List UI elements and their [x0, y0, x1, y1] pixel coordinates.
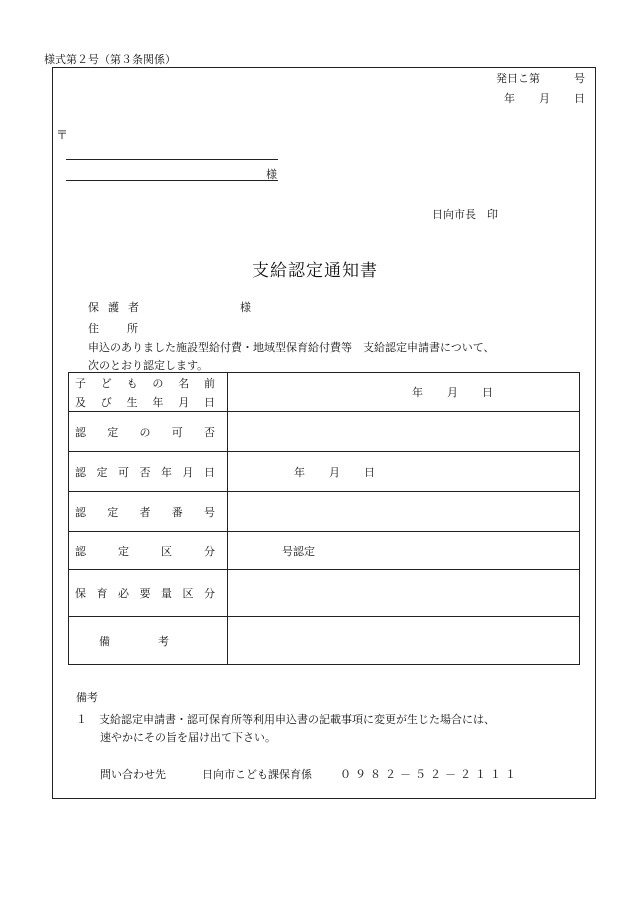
intro-line-2: 次のとおり認定します。 [88, 359, 209, 372]
note-1-number: １ [76, 713, 87, 726]
approval-month: 月 [329, 465, 340, 479]
table-row [69, 617, 580, 665]
address-label [88, 320, 166, 336]
value-remarks [228, 617, 580, 665]
form-label: 様式第２号（第３条関係） [44, 53, 176, 66]
label-category-text: 認 定 区 分 [75, 544, 215, 558]
recipient-address-line [66, 159, 278, 160]
contact-phone: ０９８２－５２－２１１１ [340, 768, 520, 781]
birth-day: 日 [482, 386, 493, 399]
contact-office: 日向市こども課保育係 [202, 768, 312, 781]
mayor-seal-line: 日向市長 印 [432, 208, 498, 221]
label-remarks-text: 備 考 [99, 634, 169, 648]
contact-label: 問い合わせ先 [100, 768, 166, 781]
label-category [69, 532, 228, 570]
note-1-line-2: 速やかにその旨を届け出て下さい。 [100, 731, 276, 744]
issue-date-line [504, 90, 585, 106]
issue-day: 日 [574, 92, 585, 105]
birthdate-ymd [228, 384, 579, 400]
note-1-line-1 [76, 711, 495, 727]
value-category [228, 532, 580, 570]
certification-table [68, 372, 580, 665]
address-label-text: 住所 [88, 322, 166, 335]
label-care-amount [69, 570, 228, 617]
category-value-text: 号認定 [282, 544, 315, 558]
value-recipient-number [228, 492, 580, 532]
table-row [69, 452, 580, 492]
notes-title: 備考 [76, 691, 98, 704]
table-row [69, 570, 580, 617]
contact-line [100, 766, 520, 782]
value-child-birthdate [228, 373, 580, 412]
value-approval-date [228, 452, 580, 492]
label-remarks [69, 617, 228, 665]
issue-month: 月 [539, 92, 550, 105]
label-approval-text: 認 定 の 可 否 [75, 425, 215, 439]
label-approval-date [69, 452, 228, 492]
table-row [69, 412, 580, 452]
label-care-amount-text: 保 育 必 要 量 区 分 [75, 587, 215, 600]
issue-year: 年 [504, 92, 515, 105]
table-row [69, 492, 580, 532]
approval-day: 日 [364, 465, 375, 479]
birth-year: 年 [412, 386, 423, 399]
value-approval [228, 412, 580, 452]
label-approval [69, 412, 228, 452]
label-recipient-number [69, 492, 228, 532]
value-care-amount [228, 570, 580, 617]
recipient-name-line [66, 180, 278, 181]
approval-year: 年 [294, 465, 305, 479]
label-child-name-line-2: 及 び 生 年 月 日 [75, 395, 215, 409]
table-row [69, 532, 580, 570]
table-row [69, 373, 580, 412]
label-child-name [69, 373, 228, 412]
label-approval-date-text: 認 定 可 否 年 月 日 [75, 465, 215, 479]
intro-line-1: 申込のありました施設型給付費・地域型保育給付費等 支給認定申請書について、 [88, 341, 495, 354]
label-child-name-line-1: 子 ど も の 名 前 [75, 376, 215, 390]
document-title: 支給認定通知書 [252, 261, 378, 281]
label-recipient-number-text: 認 定 者 番 号 [75, 505, 215, 519]
issue-suffix: 号 [574, 72, 585, 85]
birth-month: 月 [447, 386, 458, 399]
guardian-label: 保護者 [88, 301, 148, 314]
approval-date-ymd [228, 464, 579, 480]
note-1-text-1: 支給認定申請書・認可保育所等利用申込書の記載事項に変更が生じた場合には、 [99, 713, 495, 726]
recipient-honorific: 様 [266, 168, 277, 181]
guardian-honorific: 様 [240, 301, 251, 314]
issue-prefix: 発日こ第 [496, 72, 540, 85]
issue-number-line [496, 70, 585, 86]
postal-mark-icon: 〒 [56, 128, 69, 142]
